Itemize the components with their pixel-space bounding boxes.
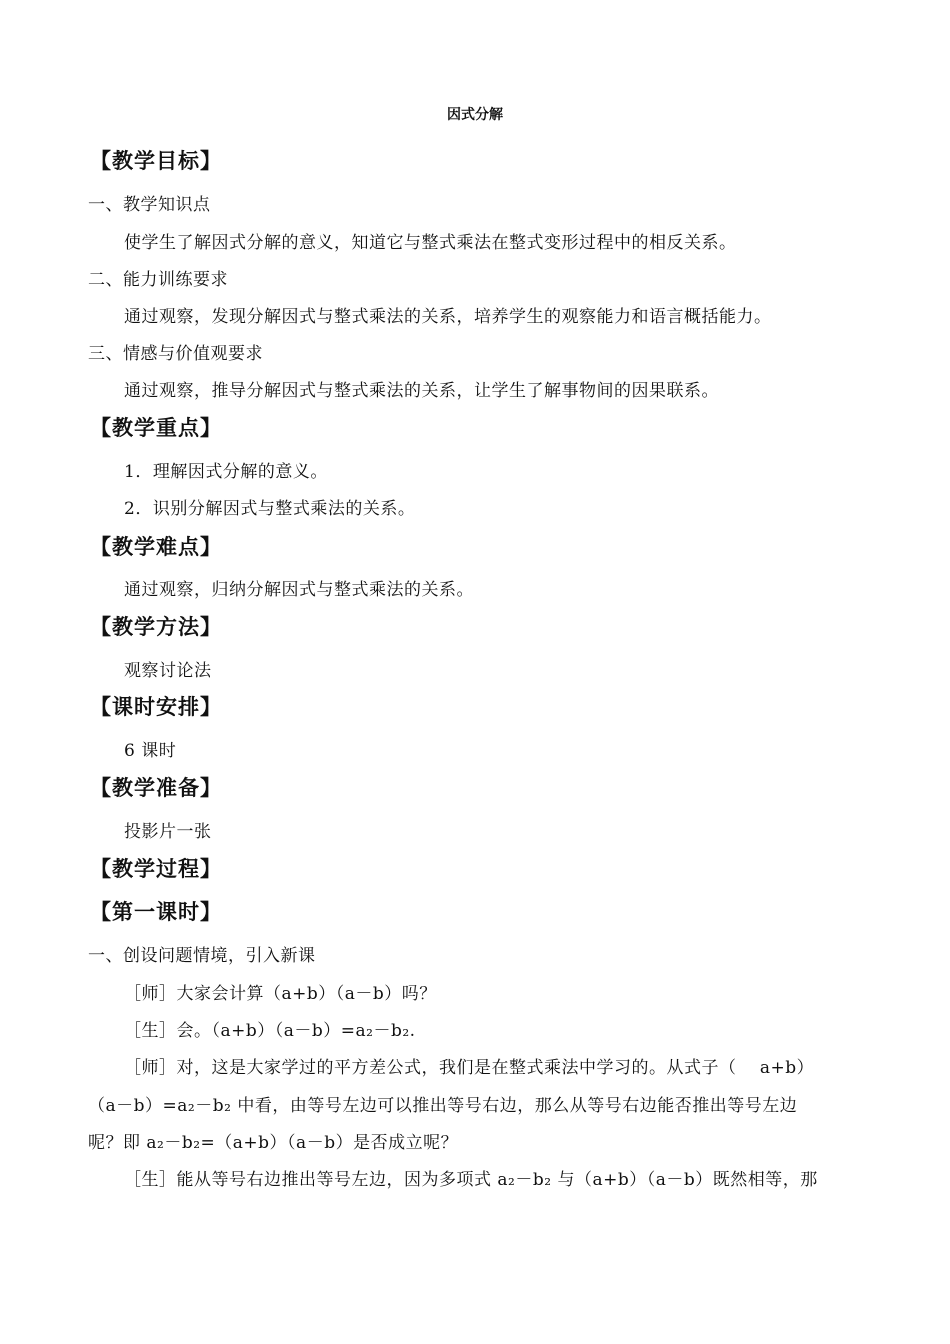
dialogue-line-3b: （a－b）=a₂－b₂ 中看，由等号左边可以推出等号右边，那么从等号右边能否推出等号左边 xyxy=(88,1096,798,1116)
method-text: 观察讨论法 xyxy=(124,661,212,681)
intro-heading: 一、创设问题情境，引入新课 xyxy=(88,946,316,966)
focus-item-1: 1．理解因式分解的意义。 xyxy=(124,462,328,482)
ability-text: 通过观察，发现分解因式与整式乘法的关系，培养学生的观察能力和语言概括能力。 xyxy=(124,307,772,327)
emotion-text: 通过观察，推导分解因式与整式乘法的关系，让学生了解事物间的因果联系。 xyxy=(124,381,719,401)
dialogue-line-1: ［师］大家会计算（a+b）（a－b）吗？ xyxy=(124,984,437,1004)
heading-method: 【教学方法】 xyxy=(90,615,222,639)
document-title: 因式分解 xyxy=(447,107,503,123)
heading-prep: 【教学准备】 xyxy=(90,776,222,800)
dialogue-line-3c: 呢？即 a₂－b₂=（a+b）（a－b）是否成立呢？ xyxy=(88,1133,459,1153)
emotion-heading: 三、情感与价值观要求 xyxy=(88,344,263,364)
dialogue-line-2: ［生］会。（a+b）（a－b）=a₂－b₂. xyxy=(124,1021,416,1041)
difficulty-text: 通过观察，归纳分解因式与整式乘法的关系。 xyxy=(124,580,474,600)
heading-objectives: 【教学目标】 xyxy=(90,149,222,173)
heading-schedule: 【课时安排】 xyxy=(90,695,222,719)
dialogue-line-4: ［生］能从等号右边推出等号左边，因为多项式 a₂－b₂ 与（a+b）（a－b）既然相等，那 xyxy=(124,1170,818,1190)
heading-lesson-1: 【第一课时】 xyxy=(90,900,222,924)
prep-text: 投影片一张 xyxy=(124,822,212,842)
dialogue-line-3a: ［师］对，这是大家学过的平方差公式，我们是在整式乘法中学习的。从式子（ a+b） xyxy=(124,1058,815,1078)
focus-item-2: 2．识别分解因式与整式乘法的关系。 xyxy=(124,499,416,519)
knowledge-text: 使学生了解因式分解的意义，知道它与整式乘法在整式变形过程中的相反关系。 xyxy=(124,233,737,253)
schedule-text: 6 课时 xyxy=(124,741,177,761)
heading-process: 【教学过程】 xyxy=(90,857,222,881)
ability-heading: 二、能力训练要求 xyxy=(88,270,228,290)
heading-difficulty: 【教学难点】 xyxy=(90,535,222,559)
heading-focus: 【教学重点】 xyxy=(90,416,222,440)
knowledge-heading: 一、教学知识点 xyxy=(88,195,211,215)
